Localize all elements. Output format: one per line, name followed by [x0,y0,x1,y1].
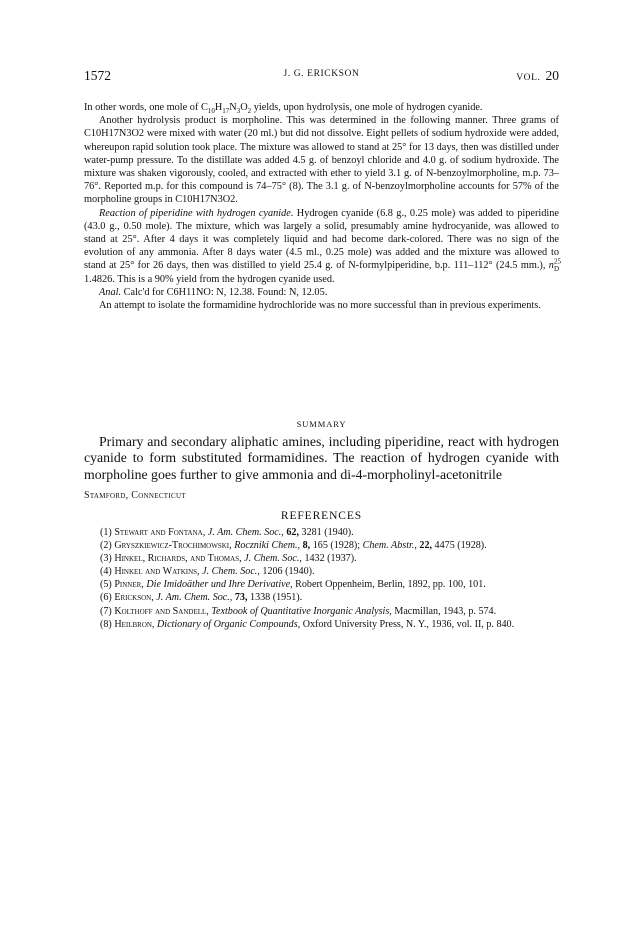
paragraph-piperidine-reaction: Reaction of piperidine with hydrogen cyanide. Hydrogen cyanide (6.8 g., 0.25 mole) was added to piperidine (43.0 g., 0.50 mole). The mixture, which was largely a solid, presumably amine hydrocyanide, was allowed to stand at 25°. After 4 days it was completely liquid and had become dark-colored. There was no sign of the evolution of any ammonia. After 8 days water (4.5 ml., 0.25 mole) was added and the mixture was allowed to stand at 25° for 26 days, then was distilled to yield 25.4 g. of N-formylpiperidine, b.p. 111–112° (24.5 mm.), $n^{25}_D$ 1.4826. This is a 90% yield from the hydrogen cyanide used. [84,207,561,285]
references-heading: REFERENCES [280,510,363,522]
reference-item: (2) Gryszkiewicz-Trochimowski, Roczniki Chem., 8, 165 (1928); Chem. Abstr., 22, 4475 (1928). [100,540,487,552]
article-body [84,101,559,312]
paragraph-analysis: Anal. Calc'd for C6H11NO: N, 12.38. Found: N, 12.05. [99,286,328,298]
summary-text: Primary and secondary aliphatic amines, including piperidine, react with hydrogen cyanide to form substituted formamidines. The reaction of hydrogen cyanide with morpholine goes further to give ammonia and di-4-morpholinyl-acetonitrile [84,434,559,482]
running-header [84,68,559,88]
volume-label: VOL. [516,73,541,83]
reference-item: (5) Pinner, Die Imidoäther und Ihre Derivative, Robert Oppenheim, Berlin, 1892, pp. 100, 101. [100,579,486,591]
reference-item: (4) Hinkel and Watkins, J. Chem. Soc., 1206 (1940). [100,566,315,578]
reference-item: (1) Stewart and Fontana, J. Am. Chem. Soc., 62, 3281 (1940). [100,527,354,538]
reference-item: (3) Hinkel, Richards, and Thomas, J. Chem. Soc., 1432 (1937). [100,553,357,565]
paragraph-morpholine: Another hydrolysis product is morpholine. This was determined in the following manner. Three grams of C10H17N3O2 were mixed with water (20 ml.) but did not dissolve. Eight pellets of sodium hydroxide were added, whereupon rapid solution took place. The mixture was allowed to stand at 25° for 13 days, then was distilled under water-pump pressure. To the distillate was added 4.5 g. of benzoyl chloride and 4.0 g. of sodium hydroxide. The mixture was shaken vigorously, cooled, and extracted with ether to yield 3.1 g. of N-benzoylmorpholine, m.p. 73–76°. Reported m.p. for this compound is 74–75° (8). The 3.1 g. of N-benzoylmorpholine accounts for 57% of the morpholine groups in C10H17N3O2. [84,115,559,206]
reference-item: (6) Erickson, J. Am. Chem. Soc., 73, 1338 (1951). [100,592,303,604]
page-number: 1572 [84,68,111,83]
author-location: Stamford, Connecticut [84,490,186,501]
summary-heading: SUMMARY [296,419,347,429]
reference-item: (7) Kolthoff and Sandell, Textbook of Quantitative Inorganic Analysis, Macmillan, 1943, p. 574. [100,605,497,617]
references-list [84,526,559,631]
section-run-in-title: Reaction of piperidine with hydrogen cyanide. [99,207,294,219]
volume-info [516,68,559,84]
running-author: J. G. ERICKSON [283,69,360,79]
reference-item: (8) Heilbron, Dictionary of Organic Compounds, Oxford University Press, N. Y., 1936, vol. II, p. 840. [100,618,515,630]
paragraph-hydrolysis-conclusion: In other words, one mole of $C_{10}H_{17}N_3O_2$ yields, upon hydrolysis, one mole of hydrogen cyanide. [84,102,483,116]
paragraph-hydrochloride: An attempt to isolate the formamidine hydrochloride was no more successful than in previous experiments. [99,300,541,312]
volume-number: 20 [545,68,559,83]
